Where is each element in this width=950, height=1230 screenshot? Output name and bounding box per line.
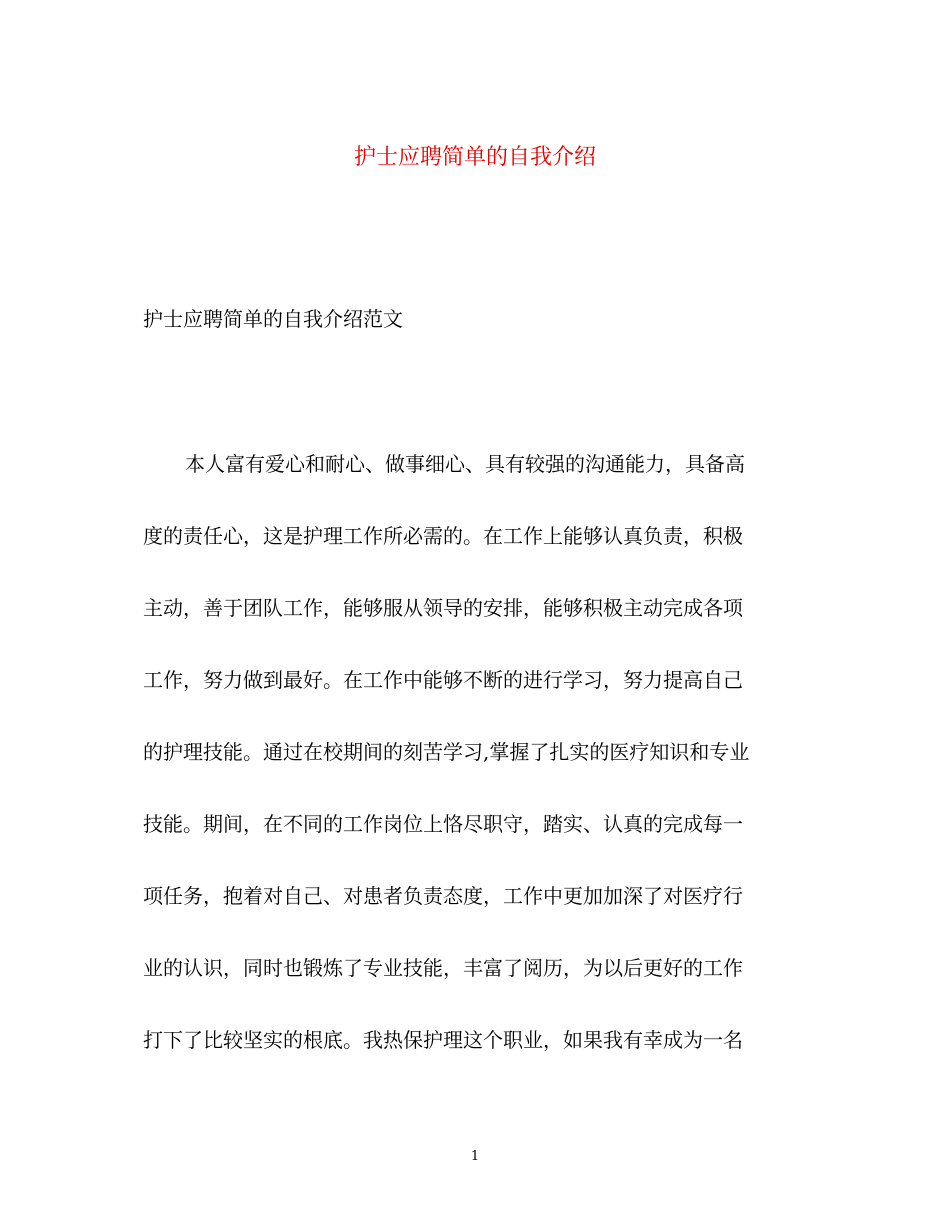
paragraph-line: 工作，努力做到最好。在工作中能够不断的进行学习，努力提高自己 xyxy=(143,668,743,692)
paragraph-line: 本人富有爱心和耐心、做事细心、具有较强的沟通能力，具备高 xyxy=(185,452,745,476)
document-subtitle: 护士应聘简单的自我介绍范文 xyxy=(143,307,403,331)
paragraph-line: 打下了比较坚实的根底。我热保护理这个职业，如果我有幸成为一名 xyxy=(143,1028,743,1052)
document-title: 护士应聘简单的自我介绍 xyxy=(353,145,596,170)
paragraph-line: 业的认识，同时也锻炼了专业技能，丰富了阅历，为以后更好的工作 xyxy=(143,956,743,980)
paragraph-line: 度的责任心，这是护理工作所必需的。在工作上能够认真负责，积极 xyxy=(143,524,743,548)
paragraph-line: 的护理技能。通过在校期间的刻苦学习,掌握了扎实的医疗知识和专业 xyxy=(143,740,750,764)
page-number: 1 xyxy=(470,1149,480,1164)
paragraph-line: 项任务，抱着对自己、对患者负责态度，工作中更加加深了对医疗行 xyxy=(143,884,743,908)
paragraph-line: 技能。期间，在不同的工作岗位上恪尽职守，踏实、认真的完成每一 xyxy=(143,812,743,836)
paragraph-line: 主动，善于团队工作，能够服从领导的安排，能够积极主动完成各项 xyxy=(143,596,743,620)
